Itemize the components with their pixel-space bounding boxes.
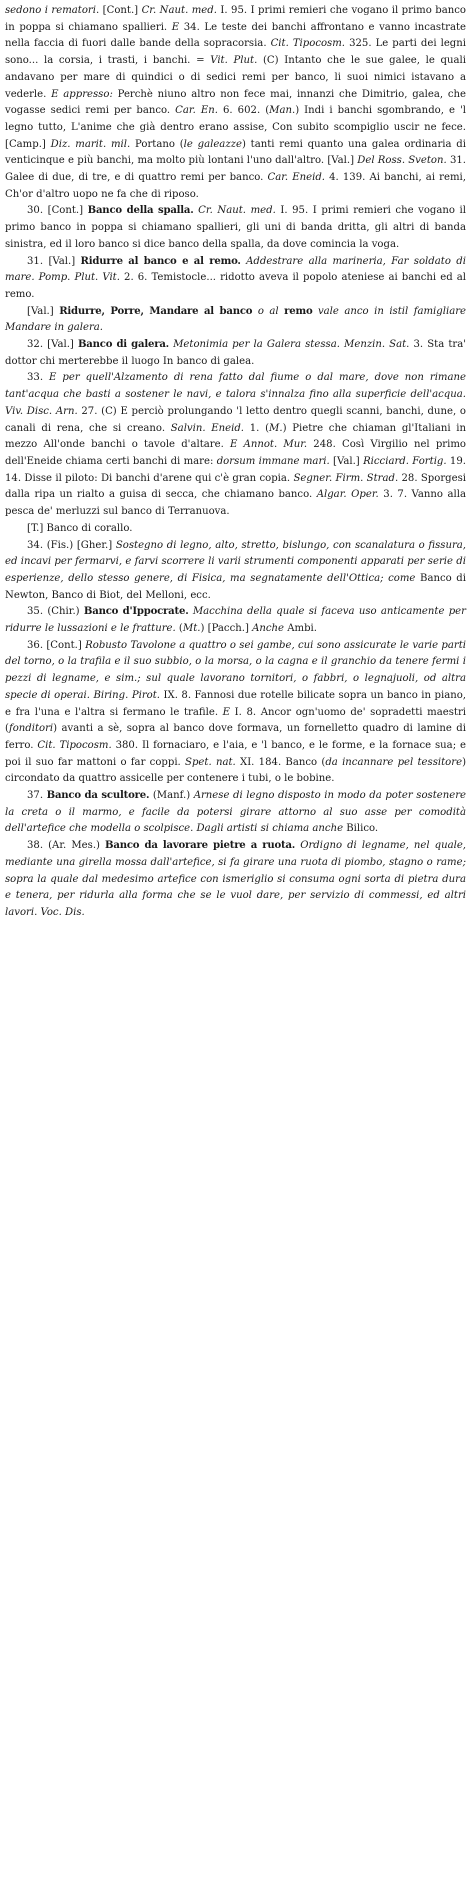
italic-text: Car. Eneid. <box>267 172 325 184</box>
entry-sense-38 <box>5 838 466 922</box>
text-run: 34. Le teste dei banchi affrontano e vanno incastrate nella faccia di fuori dalle bande della sopracorsia. <box>5 21 466 50</box>
entry-sense-36 <box>5 638 466 788</box>
bold-heading: Banco da lavorare pietre a ruota. <box>105 840 296 852</box>
italic-text: da incannare pel tessitore <box>325 756 463 768</box>
text-run: 1. ( <box>244 422 270 434</box>
italic-text: Ordigno di legname, nel quale, mediante una girella mossa dall'artefice, si fa girare una ruota di piombo, stagno o rame; sopra la quale dal medesimo artefice con ismeriglio si consuma ogni sorta di pietra dura e tenera, per ridurla alla forma che se le vuol dare, per servizio di commessi, ed altri lavori. Voc. Dis. <box>5 840 467 918</box>
italic-text: Spet. nat. <box>185 756 236 768</box>
text-run: 3. 7. Vanno alla pesca de' merluzzi sul banco di Terranuova. <box>5 489 466 518</box>
italic-text: Anche <box>252 623 285 635</box>
entry-sense-31 <box>5 254 466 304</box>
text-run: IX. 8. Fannosi due rotelle bilicate sopra un banco in piano, e fra l'una e l'altra si fermano le trafile. <box>5 689 466 718</box>
text-run: [T.] Banco di corallo. <box>27 522 133 534</box>
italic-text: vale anco in istil famigliare Mandare in galera. <box>5 305 467 334</box>
entry-sense-34 <box>5 538 466 605</box>
text-run: ) circondato da quattro assicelle per contenere i tubi, o le bobine. <box>5 756 467 785</box>
italic-text: sedono i rematori. <box>5 5 100 16</box>
entry-sense-33-tommaseo <box>5 521 466 538</box>
text-run: 31. Galee di due, di tre, e di quattro remi per banco. <box>5 155 466 184</box>
bold-heading: Banco d'Ippocrate. <box>83 606 189 618</box>
text-run: Portano ( <box>130 138 184 150</box>
italic-text: Car. En. <box>175 105 218 117</box>
bold-heading: Ridurre al banco e al remo. <box>80 255 241 267</box>
italic-text: Cr. Naut. med. <box>141 5 217 16</box>
text-run: 34. (Fis.) [Gher.] <box>27 539 116 551</box>
italic-text: Ricciard. Fortig. <box>363 455 447 467</box>
text-run: 37. <box>27 790 47 802</box>
italic-text: Macchina della quale si faceva uso anticamente per ridurre le lussazioni e le fratture. <box>5 606 466 635</box>
text-run: Banco di Newton, Banco di Biot, del Melloni, ecc. <box>5 572 466 601</box>
text-run: 38. (Ar. Mes.) <box>27 840 106 852</box>
bold-heading: remo <box>284 305 313 317</box>
italic-text: Robusto Tavolone a quattro o sei gambe, cui sono assicurate le varie parti del torno, o la trafila e il suo subbio, o la morsa, o la cagna e il granchio da tenere fermi i pezzi di legname, e sim.; sul quale lavorano tornitori, o fabbri, o legnajuoli, od altra specie di operai. Biring. Pirot. <box>5 639 466 701</box>
text-run: 4. 139. Ai banchi, ai remi, Ch'or d'altro uopo ne fa che di riposo. <box>5 172 466 200</box>
text-run: 19. 14. Disse il piloto: Di banchi d'arene qui c'è gran copia. <box>5 455 466 484</box>
text-run: 31. [Val.] <box>27 255 81 267</box>
text-run: Perchè niuno altro non fece mai, innanzi che Dimitrio, galea, che vogasse sedici remi per banco. <box>5 88 466 117</box>
italic-text: Cit. Tipocosm. <box>37 739 112 751</box>
italic-text: Sostegno di legno, alto, stretto, bislungo, con scanalatura o fissura, ed incavi per fermarvi, e farvi scorrere li varii strumenti componenti apparati per serie di esperienze, dello stesso genere, di Fisica, ma segnatamente dell'Ottica; come <box>5 539 466 584</box>
entry-sense-37 <box>5 788 466 838</box>
text-run: 33. <box>27 372 50 384</box>
entry-sense-31-subsense <box>5 304 466 337</box>
text-run: 32. [Val.] <box>27 339 78 351</box>
text-run: 36. [Cont.] <box>27 639 86 651</box>
text-run: 325. Le parti dei legni sono... la corsia, i trasti, i banchi. = <box>5 38 466 67</box>
text-run: ) [Pacch.] <box>200 623 253 635</box>
italic-text: Addestrare alla marineria, Far soldato di mare. Pomp. Plut. Vit. <box>5 255 466 284</box>
italic-text: Algar. Oper. <box>316 489 379 501</box>
italic-text: E <box>222 706 231 718</box>
text-run: 248. Così Virgilio nel primo dell'Eneide chiama certi banchi di mare: <box>5 439 466 467</box>
italic-text: Del Ross. Sveton. <box>357 155 447 167</box>
italic-text: E <box>171 21 180 33</box>
italic-text: Segner. Firm. Strad. <box>293 472 399 484</box>
text-run: ) avanti a sè, sopra al banco dove formava, un fornelletto quadro di lamine di ferro. <box>5 723 466 751</box>
text-run: 380. Il fornaciaro, e l'aia, e 'l banco, e le forme, e la fornace sua; e poi il suo far mattoni o far coppi. <box>5 739 466 768</box>
text-run: ) Pietre che chiaman gl'Italiani in mezzo All'onde banchi o tavole d'altare. <box>5 422 467 451</box>
text-run: 27. (C) E perciò prolungando 'l letto dentro quegli scanni, banchi, dune, o canali di rena, che si creano. <box>5 405 466 434</box>
italic-text: Man. <box>269 105 296 117</box>
bold-heading: Ridurre, Porre, Mandare al banco <box>59 305 253 317</box>
italic-text: E per quell'Alzamento di rena fatto dal fiume o dal mare, dove non rimane tant'acqua che basti a sostener le navi, e talora s'innalza fino alla superficie dell'acqua. Viv. Disc. Arn. <box>5 372 466 417</box>
italic-text: M. <box>269 422 283 434</box>
italic-text: Salvin. Eneid. <box>170 422 245 434</box>
italic-text: Cr. Naut. med. <box>198 205 276 217</box>
text-run: I. 8. Ancor ogn'uomo de' sopradetti maestri ( <box>5 706 466 735</box>
text-run: 3. Sta tra' dottor chi merterebbe il luogo In banco di galea. <box>5 339 466 367</box>
text-run: ) tanti remi quanto una galea ordinaria di venticinque e più banchi, ma molto più lontani l'uno dall'altro. [Val.] <box>5 138 466 167</box>
entry-sense-30 <box>5 203 466 253</box>
bold-heading: Banco da scultore. <box>46 790 150 802</box>
italic-text: Mt. <box>182 623 201 635</box>
italic-text: E Annot. Mur. <box>229 439 308 451</box>
entry-sense-33 <box>5 370 466 520</box>
bold-heading: Banco della spalla. <box>87 205 194 217</box>
text-run: ( <box>175 623 183 635</box>
text-run: 30. [Cont.] <box>27 205 88 217</box>
text-run: [Val.] <box>329 455 364 467</box>
text-run: I. 95. I primi remieri che vogano il primo banco in poppa si chiamano spallieri, gli uni di banda dritta, gli altri di banda sinistra, ed il loro banco si dice banco della spalla, da dove comincia la voga. <box>5 205 466 250</box>
text-run: [Cont.] <box>99 5 142 16</box>
text-run: [Val.] <box>27 305 60 317</box>
text-run: (C) Intanto che le sue galee, le quali andavano per mare di quindici o di sedici remi per banco, li suoi nimici istavano a vederle. <box>5 55 466 100</box>
text-run: 28. Sporgesi dalla ripa un rialto a guisa di secca, che chiamano banco. <box>5 472 466 501</box>
text-run: (Manf.) <box>149 790 194 802</box>
entry-sense-32 <box>5 337 466 370</box>
italic-text: o al <box>252 305 285 317</box>
italic-text: dorsum immane mari. <box>216 455 330 467</box>
text-run: 2. 6. Temistocle... ridotto aveva il popolo ateniese ai banchi ed al remo. <box>5 272 466 300</box>
italic-text: Vit. Plut. <box>210 55 258 67</box>
italic-text: le galeazze <box>183 138 242 150</box>
bold-heading: Banco di galera. <box>77 339 169 351</box>
text-run: Bilico. <box>343 823 379 835</box>
text-run: I. 95. I primi remieri che vogano il primo banco in poppa si chiamano spallieri. <box>5 5 466 33</box>
italic-text: Arnese di legno disposto in modo da poter sostenere la creta o il marmo, e facile da potersi girare attorno al suo asse per comodità dell'artefice che modella o scolpisce. Dagli artisti si chiama anche <box>5 790 467 835</box>
italic-text: fonditori <box>8 723 54 735</box>
text-run: Ambi. <box>284 623 317 635</box>
entry-sense-35 <box>5 604 466 637</box>
italic-text: Diz. marit. mil. <box>50 138 131 150</box>
italic-text: E appresso: <box>51 88 113 100</box>
text-run: 6. 602. ( <box>217 105 270 117</box>
text-run: 35. (Chir.) <box>27 606 84 618</box>
text-run: ) Indi i banchi sgombrando, e 'l legno tutto, L'anime che già dentro erano assise, Con subito scompiglio uscir ne fece. [Camp.] <box>5 105 467 150</box>
italic-text: Cit. Tipocosm. <box>270 38 346 50</box>
text-run: XI. 184. Banco ( <box>235 756 326 768</box>
italic-text: Metonimia per la Galera stessa. Menzin. Sat. <box>173 339 410 351</box>
entry-paragraph-continued <box>5 3 466 203</box>
